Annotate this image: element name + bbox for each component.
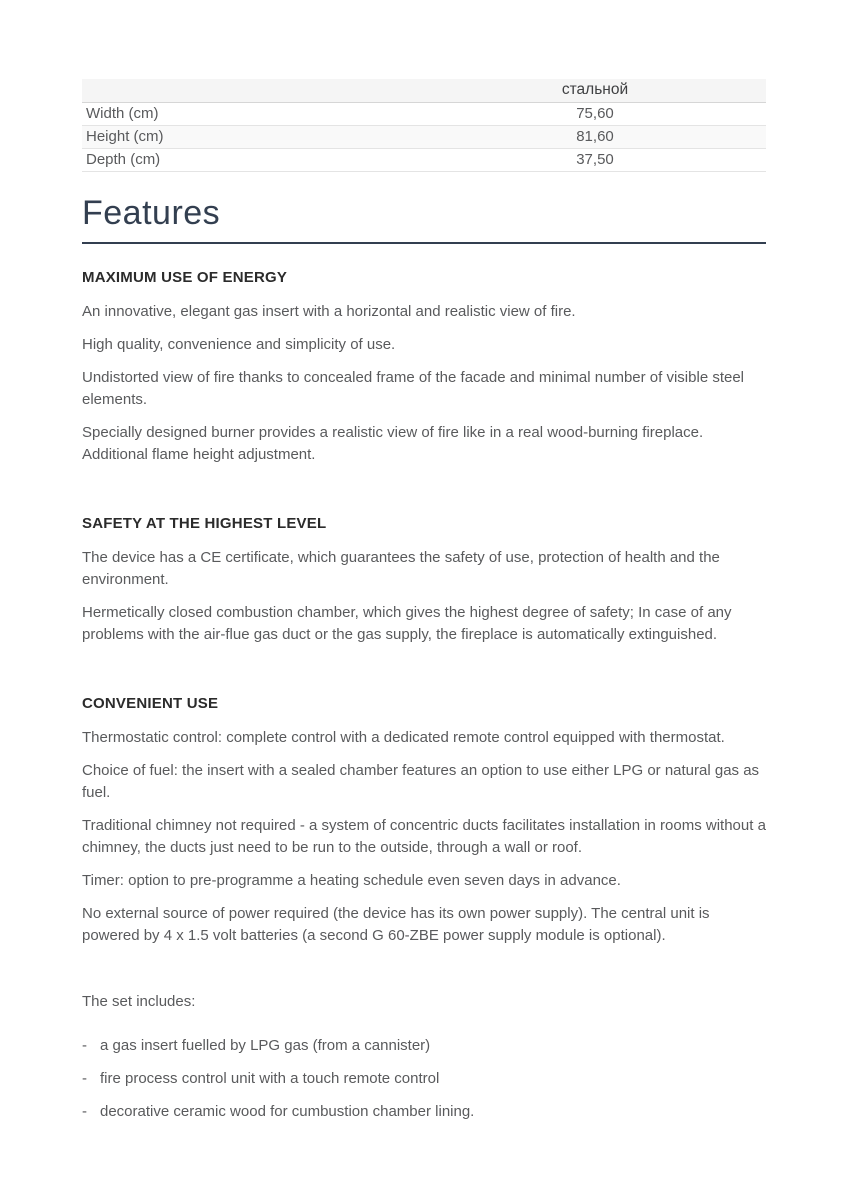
list-item-text: fire process control unit with a touch remote control [100,1070,440,1088]
spec-label: Depth (cm) [86,151,161,168]
list-item-text: decorative ceramic wood for cumbustion chamber lining. [100,1103,475,1121]
paragraph: Undistorted view of fire thanks to concealed frame of the facade and minimal number of visible steel elements. [82,369,745,409]
list-item [82,1035,766,1057]
paragraph: Traditional chimney not required - a system of concentric ducts facilitates installation in rooms without a chimney, the ducts just need to be run to the outside, through a wall or roof. [82,817,766,857]
paragraph: The device has a CE certificate, which guarantees the safety of use, protection of health and the environment. [82,549,720,589]
spec-table [82,79,766,172]
list-item-text: a gas insert fuelled by LPG gas (from a cannister) [100,1037,431,1055]
set-includes-list [82,1035,766,1123]
paragraph: Thermostatic control: complete control with a dedicated remote control equipped with thermostat. [82,729,725,747]
list-dash-marker: - [82,1103,87,1121]
page-title: Features [82,193,221,232]
spec-label: Width (cm) [86,105,159,122]
paragraph: Specially designed burner provides a realistic view of fire like in a real wood-burning fireplace. Additional flame height adjustment. [82,424,704,464]
paragraph: Hermetically closed combustion chamber, which gives the highest degree of safety; In case of any problems with the air-flue gas duct or the gas supply, the fireplace is automatically extinguished. [82,604,732,644]
paragraph: An innovative, elegant gas insert with a horizontal and realistic view of fire. [82,303,576,321]
table-row [82,102,766,125]
table-row [82,148,766,171]
spec-value: 37,50 [576,151,614,168]
spec-table-corner-cell [82,79,424,102]
spec-value: 75,60 [576,105,614,122]
paragraph: Timer: option to pre-programme a heating schedule even seven days in advance. [82,872,621,890]
section-safety-at-the-highest-level [82,515,766,646]
title-divider [82,242,766,244]
spec-label: Height (cm) [86,128,164,145]
set-includes-intro: The set includes: [82,993,196,1011]
section-convenient-use [82,695,766,947]
list-item [82,1068,766,1090]
paragraph: Choice of fuel: the insert with a sealed chamber features an option to use either LPG or natural gas as fuel. [82,762,760,802]
spec-table-variant-header: стальной [424,79,766,102]
list-dash-marker: - [82,1070,87,1088]
section-maximum-use-of-energy [82,269,766,466]
set-includes-block [82,991,766,1123]
table-row [82,125,766,148]
section-heading: CONVENIENT USE [82,695,219,713]
list-dash-marker: - [82,1037,87,1055]
spec-table-header-row [82,79,766,102]
spec-value: 81,60 [576,128,614,145]
section-heading: MAXIMUM USE OF ENERGY [82,269,288,287]
section-heading: SAFETY AT THE HIGHEST LEVEL [82,515,327,533]
paragraph: High quality, convenience and simplicity of use. [82,336,396,354]
list-item [82,1101,766,1123]
content-column [82,0,766,1123]
paragraph: No external source of power required (the device has its own power supply). The central unit is powered by 4 x 1.5 volt batteries (a second G 60-ZBE power supply module is optional). [82,905,710,945]
